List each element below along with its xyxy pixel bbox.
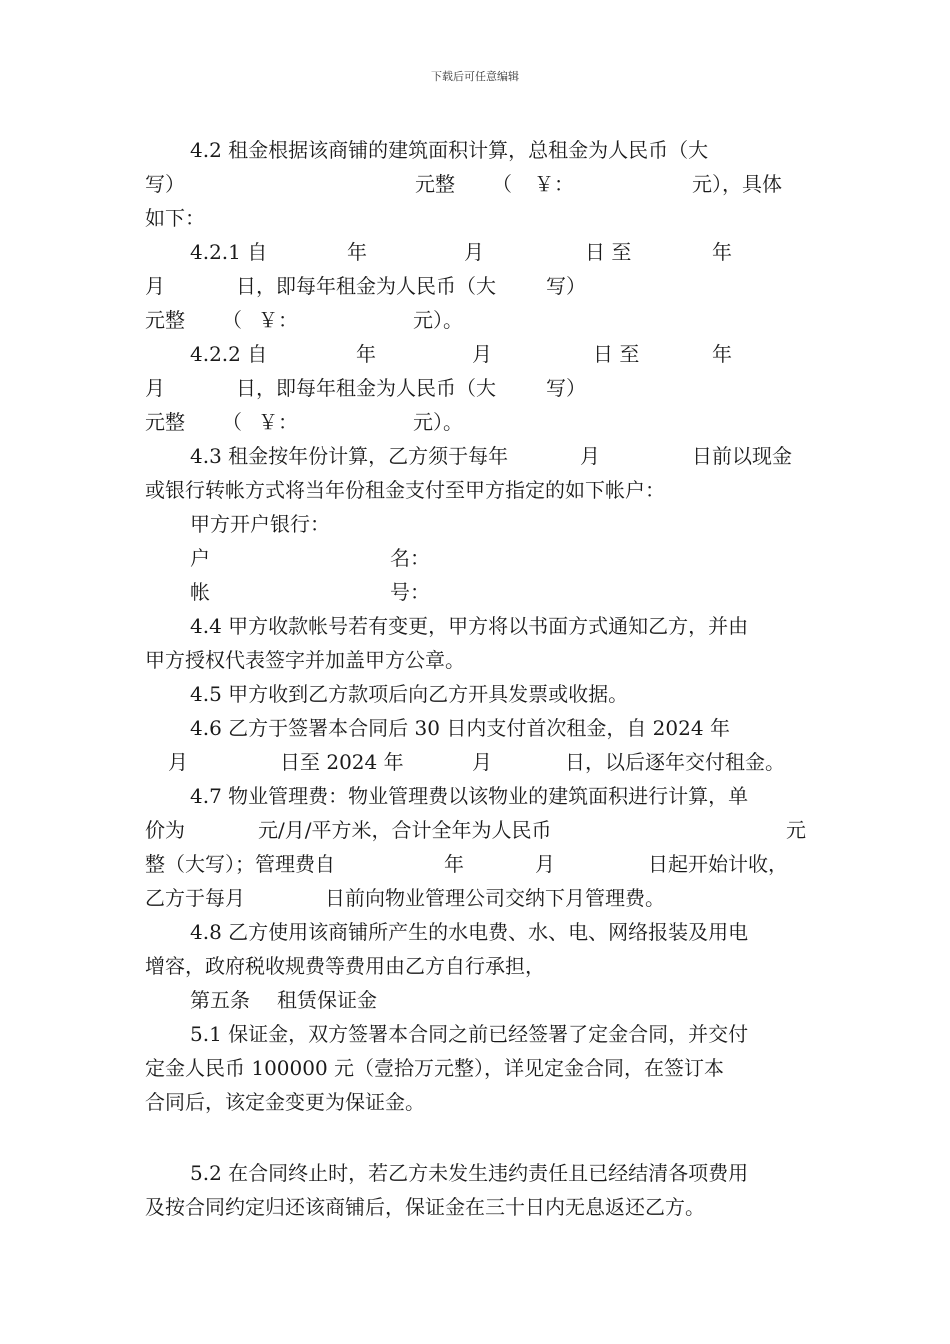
clause-4-3-b: 月 [580, 444, 600, 468]
clause-4-2-1-line-3-c: ￥： [258, 308, 298, 332]
clause-4-7-line-3-b: 年 [444, 852, 464, 876]
clause-4-2-1-line-2-a: 月 [145, 274, 165, 298]
clause-5-1-line-3: 合同后，该定金变更为保证金。 [145, 1090, 425, 1114]
clause-4-7-line-3-c: 月 [535, 852, 555, 876]
clause-4-2-2-line-3-d: 元）。 [413, 410, 463, 434]
clause-4-2-line-2-d: ￥： [534, 172, 574, 196]
clause-4-7-line-3-d: 日起开始计收， [648, 852, 788, 876]
clause-4-2-line-2-a: 写） [145, 172, 185, 196]
clause-4-2-1-line-2-b: 日，即每年租金为人民币（大 [236, 274, 496, 298]
clause-4-5: 4.5 甲方收到乙方款项后向乙方开具发票或收据。 [190, 682, 629, 706]
clause-4-2-1-line-3-d: 元）。 [413, 308, 463, 332]
clause-5-2-line-1: 5.2 在合同终止时，若乙方未发生违约责任且已经结清各项费用 [190, 1161, 749, 1185]
bank-name-label: 甲方开户银行： [190, 512, 330, 536]
page-header: 下载后可任意编辑 [431, 70, 519, 83]
clause-5-2-line-2: 及按合同约定归还该商铺后，保证金在三十日内无息返还乙方。 [145, 1195, 705, 1219]
clause-4-7-line-1: 4.7 物业管理费：物业管理费以该物业的建筑面积进行计算，单 [190, 784, 749, 808]
clause-4-7-line-4-b: 日前向物业管理公司交纳下月管理费。 [325, 886, 665, 910]
clause-4-3-line-2: 或银行转帐方式将当年份租金支付至甲方指定的如下帐户： [145, 478, 665, 502]
clause-4-6-line-2-b: 日至 2024 年 [280, 750, 404, 774]
clause-4-2-2-line-2-a: 月 [145, 376, 165, 400]
clause-4-7-line-3-a: 整（大写）；管理费自 [145, 852, 335, 876]
clause-4-2-line-1: 4.2 租金根据该商铺的建筑面积计算，总租金为人民币（大 [190, 138, 709, 162]
account-number-label-b: 号： [390, 580, 430, 604]
clause-4-2-2-line-3-b: （ [222, 410, 242, 434]
clause-4-2-line-2-c: （ [492, 172, 512, 196]
account-name-label-b: 名： [390, 546, 430, 570]
article-5-title: 租赁保证金 [277, 988, 377, 1012]
clause-4-2-line-2-b: 元整 [415, 172, 455, 196]
clause-4-2-2-e: 年 [712, 342, 732, 366]
clause-4-2-1-d: 日 至 [585, 240, 632, 264]
clause-4-7-line-2-a: 价为 [145, 818, 185, 842]
article-5-number: 第五条 [190, 988, 250, 1012]
clause-4-7-line-4-a: 乙方于每月 [145, 886, 245, 910]
clause-4-7-line-2-b: 元/月/平方米，合计全年为人民币 [258, 818, 552, 842]
clause-4-2-2-a: 4.2.2 自 [190, 342, 268, 366]
clause-4-6-line-2-d: 日，以后逐年交付租金。 [565, 750, 785, 774]
clause-4-4-line-1: 4.4 甲方收款帐号若有变更，甲方将以书面方式通知乙方，并由 [190, 614, 749, 638]
clause-4-2-2-line-2-c: 写） [546, 376, 586, 400]
account-name-label-a: 户 [190, 546, 210, 570]
clause-4-2-1-b: 年 [347, 240, 367, 264]
clause-4-2-line-2-e: 元），具体 [692, 172, 782, 196]
clause-4-2-2-line-3-a: 元整 [145, 410, 185, 434]
clause-4-6-line-2-a: 月 [168, 750, 188, 774]
clause-4-6-line-1: 4.6 乙方于签署本合同后 30 日内支付首次租金，自 2024 年 [190, 716, 730, 740]
clause-4-3-a: 4.3 租金按年份计算，乙方须于每年 [190, 444, 509, 468]
clause-4-2-2-line-2-b: 日，即每年租金为人民币（大 [236, 376, 496, 400]
clause-4-2-2-line-3-c: ￥： [258, 410, 298, 434]
clause-5-1-line-1: 5.1 保证金，双方签署本合同之前已经签署了定金合同，并交付 [190, 1022, 749, 1046]
clause-4-2-2-c: 月 [472, 342, 492, 366]
clause-4-2-1-line-3-a: 元整 [145, 308, 185, 332]
clause-4-2-2-b: 年 [356, 342, 376, 366]
clause-5-1-line-2: 定金人民币 100000 元（壹拾万元整），详见定金合同，在签订本 [145, 1056, 725, 1080]
clause-4-2-1-a: 4.2.1 自 [190, 240, 268, 264]
account-number-label-a: 帐 [190, 580, 210, 604]
clause-4-8-line-2: 增容，政府税收规费等费用由乙方自行承担， [145, 954, 545, 978]
clause-4-8-line-1: 4.8 乙方使用该商铺所产生的水电费、水、电、网络报装及用电 [190, 920, 749, 944]
clause-4-2-1-line-2-c: 写） [546, 274, 586, 298]
clause-4-7-line-2-c: 元 [786, 818, 806, 842]
clause-4-4-line-2: 甲方授权代表签字并加盖甲方公章。 [145, 648, 465, 672]
clause-4-2-1-line-3-b: （ [222, 308, 242, 332]
clause-4-2-1-e: 年 [712, 240, 732, 264]
clause-4-2-2-d: 日 至 [593, 342, 640, 366]
clause-4-6-line-2-c: 月 [472, 750, 492, 774]
clause-4-2-line-3: 如下： [145, 206, 205, 230]
clause-4-2-1-c: 月 [464, 240, 484, 264]
clause-4-3-c: 日前以现金 [692, 444, 792, 468]
